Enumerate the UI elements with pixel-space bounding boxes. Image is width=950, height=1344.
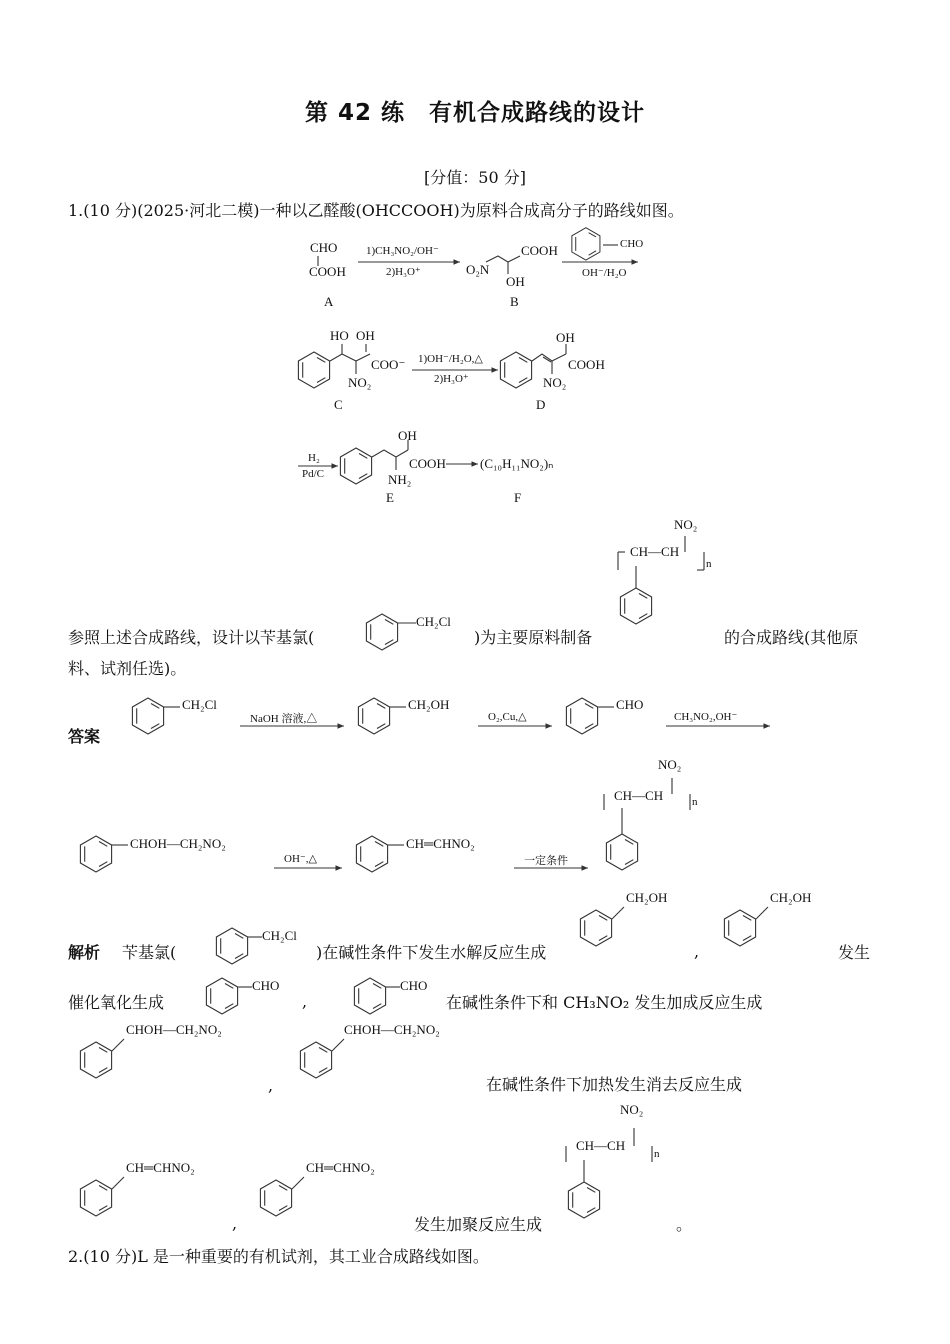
analysis-t5: 在碱性条件下和 CH₃NO₂ 发生加成反应生成 [446, 993, 763, 1012]
an-chchno2-2: CH═CHNO₂ [306, 1160, 375, 1175]
B-label: B [510, 294, 519, 309]
arrow2-top: CHO [620, 238, 644, 250]
an-cho-1: CHO [252, 978, 280, 993]
score-note: [分值：50 分] [424, 168, 526, 187]
analysis-t3: 发生 [838, 943, 871, 962]
B-no2: O₂N [466, 262, 490, 277]
C-oh: OH [356, 328, 375, 343]
an-cho-2: CHO [400, 978, 428, 993]
page-title: 第 42 练 有机合成路线的设计 [304, 100, 646, 126]
an-comma-2: , [302, 992, 308, 1011]
F-formula: (C₁₀H₁₁NO₂)ₙ [480, 456, 554, 471]
ans-step1: NaOH 溶液,△ [250, 713, 318, 725]
A-label: A [324, 294, 334, 309]
C-coo: COO⁻ [371, 357, 406, 372]
analysis-t6: 在碱性条件下加热发生消去反应生成 [486, 1075, 743, 1094]
q2-stem: 2.(10 分)L 是一种重要的有机试剂，其工业合成路线如图。 [68, 1247, 489, 1266]
ans-cho: CHO [616, 697, 644, 712]
ans-step4: OH⁻,△ [284, 853, 317, 865]
C-label: C [334, 397, 343, 412]
D-cooh: COOH [568, 357, 605, 372]
q-polymer-n: n [706, 558, 712, 570]
E-nh2: NH₂ [388, 472, 412, 487]
E-label: E [386, 490, 394, 505]
an-chohch2no2-1: CHOH—CH₂NO₂ [126, 1022, 222, 1037]
arrow3-bottom: 2)H₃O⁺ [434, 373, 469, 385]
C-no2: NO₂ [348, 375, 372, 390]
E-oh: OH [398, 428, 417, 443]
arrow1-top: 1)CH₃NO₂/OH⁻ [366, 245, 439, 257]
ans-step3: CH₃NO₂,OH⁻ [674, 711, 738, 723]
an-comma-1: , [694, 942, 700, 961]
analysis-t2: )在碱性条件下发生水解反应生成 [316, 943, 547, 962]
an-polymer-chain: CH—CH [576, 1138, 626, 1153]
analysis-label: 解析 [68, 943, 101, 962]
ans-polymer-chain: CH—CH [614, 788, 664, 803]
arrow1-bottom: 2)H₃O⁺ [386, 266, 421, 278]
an-ch2oh-2: CH₂OH [770, 890, 812, 905]
D-no2: NO₂ [543, 375, 567, 390]
an-comma-4: , [232, 1214, 238, 1233]
answer-label: 答案 [68, 727, 101, 746]
analysis-t1: 苄基氯( [122, 943, 177, 962]
q-polymer-chain: CH—CH [630, 544, 680, 559]
an-period: 。 [676, 1215, 693, 1234]
q-polymer-no2: NO₂ [674, 517, 698, 532]
arrow4-bottom: Pd/C [302, 468, 325, 480]
arrow3-top: 1)OH⁻/H₂O,△ [418, 353, 483, 365]
an-polymer-no2: NO₂ [620, 1102, 644, 1117]
an-chohch2no2-2: CHOH—CH₂NO₂ [344, 1022, 440, 1037]
an-chchno2-1: CH═CHNO₂ [126, 1160, 195, 1175]
q1-question-part1: 参照上述合成路线，设计以苄基氯( [68, 628, 315, 647]
B-cooh: COOH [521, 243, 558, 258]
arrow4-top: H₂ [308, 452, 320, 464]
q1-stem: 1.(10 分)(2025·河北二模)一种以乙醛酸(OHCCOOH)为原料合成高分子的路线如图。 [68, 201, 684, 220]
an-comma-3: , [268, 1076, 274, 1095]
ans-step5: 一定条件 [524, 855, 568, 867]
D-label: D [536, 397, 546, 412]
A-cooh: COOH [309, 264, 346, 279]
D-oh: OH [556, 330, 575, 345]
ans-polymer-n: n [692, 796, 698, 808]
ans-ch2oh: CH₂OH [408, 697, 450, 712]
an-ch2cl: CH₂Cl [262, 928, 297, 943]
ans-chohch2no2: CHOH—CH₂NO₂ [130, 836, 226, 851]
ans-chchno2: CH═CHNO₂ [406, 836, 475, 851]
C-ho: HO [330, 328, 349, 343]
q1-question-line2: 料、试剂任选)。 [68, 659, 187, 678]
q1-question-part2: )为主要原料制备 [474, 628, 593, 647]
A-cho: CHO [310, 240, 338, 255]
analysis-t4: 催化氧化生成 [68, 993, 165, 1012]
an-ch2oh-1: CH₂OH [626, 890, 668, 905]
F-label: F [514, 490, 522, 505]
analysis-t7: 发生加聚反应生成 [414, 1215, 543, 1234]
ans-ch2cl: CH₂Cl [182, 697, 217, 712]
ans-polymer-no2: NO₂ [658, 757, 682, 772]
q-ch2cl: CH₂Cl [416, 614, 451, 629]
E-cooh: COOH [409, 456, 446, 471]
B-oh: OH [506, 274, 525, 289]
ans-step2: O₂,Cu,△ [488, 711, 527, 723]
an-polymer-n: n [654, 1148, 660, 1160]
arrow2-bottom: OH⁻/H₂O [582, 267, 627, 279]
q1-question-part3: 的合成路线(其他原 [724, 628, 859, 647]
